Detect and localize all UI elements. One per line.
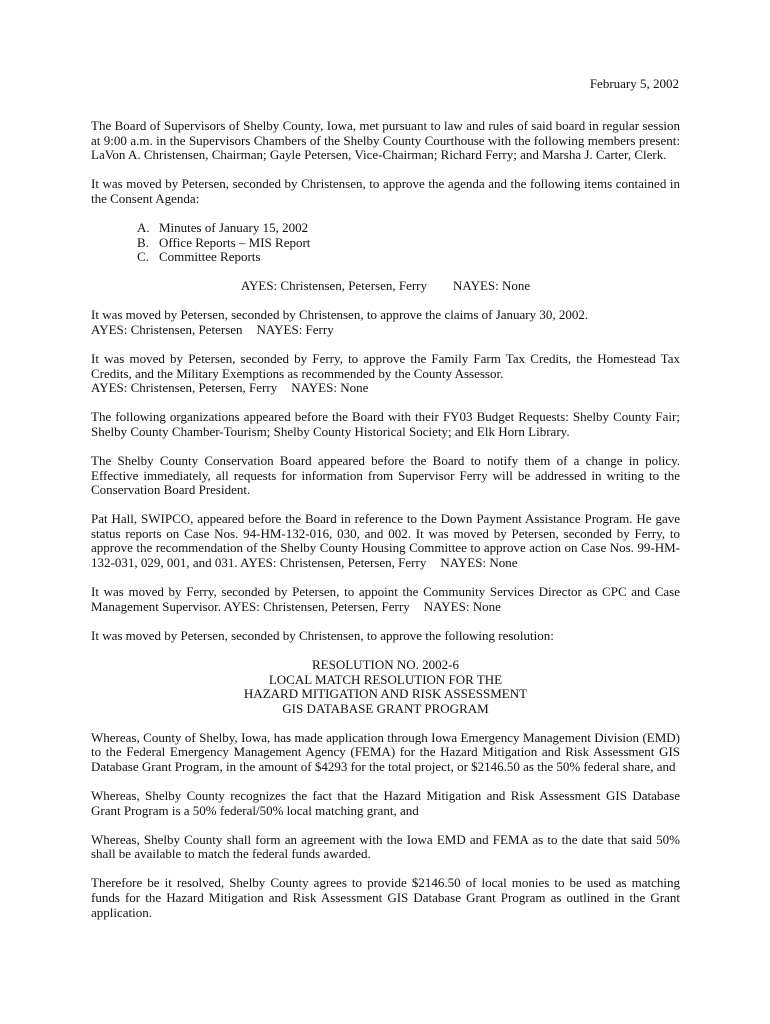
swipco-paragraph xyxy=(91,512,680,570)
vote-ayes: AYES: Christensen, Petersen xyxy=(91,321,243,337)
list-text: Committee Reports xyxy=(159,249,261,265)
resolution-title-line: GIS DATABASE GRANT PROGRAM xyxy=(282,700,489,716)
whereas-paragraph: Whereas, Shelby County recognizes the fact that the Hazard Mitigation and Risk Assessment GIS Database Grant Program is a 50% federal/50% local matching grant, and xyxy=(91,788,680,818)
resolved-paragraph: Therefore be it resolved, Shelby County agrees to provide $2146.50 of local monies to be used as matching funds for the Hazard Mitigation and Risk Assessment GIS Database Grant Program as outlined in the Grant application. xyxy=(91,875,680,920)
credits-paragraph xyxy=(91,352,680,396)
intro-paragraph: The Board of Supervisors of Shelby County, Iowa, met pursuant to law and rules of said board in regular session at 9:00 a.m. in the Supervisors Chambers of the Shelby County Courthouse with the following members present: LaVon A. Christensen, Chairman; Gayle Petersen, Vice-Chairman; Richard Ferry; and Marsha J. Carter, Clerk. xyxy=(91,118,680,163)
claims-paragraph xyxy=(91,308,680,337)
cpc-paragraph xyxy=(91,585,680,614)
minutes-body xyxy=(91,119,680,935)
list-marker: B. xyxy=(137,234,149,250)
list-marker: A. xyxy=(137,219,150,235)
vote-ayes: AYES: Christensen, Petersen, Ferry xyxy=(240,278,428,294)
resolution-title-line: HAZARD MITIGATION AND RISK ASSESSMENT xyxy=(243,686,528,702)
swipco-text: Pat Hall, SWIPCO, appeared before the Board in reference to the Down Payment Assistance Program. He gave status reports on Case Nos. 94-HM-132-016, 030, and 002. It was moved by Petersen, seconded by Ferry, to approve the recommendation of the Shelby County Housing Committee to approve action on Case Nos. 99-HM-132-031, 029, 001, and 031. AYES: Christensen, Petersen, Ferry xyxy=(91,511,680,571)
conservation-paragraph: The Shelby County Conservation Board appeared before the Board to notify them of a change in policy. Effective immediately, all requests for information from Supervisor Ferry will be addressed in writing to the Conservation Board President. xyxy=(91,453,680,498)
list-marker: C. xyxy=(137,249,149,265)
vote-nayes: NAYES: None xyxy=(423,598,501,614)
vote-nayes: NAYES: None xyxy=(440,555,518,571)
vote-nayes: NAYES: None xyxy=(291,380,369,396)
consent-agenda-list xyxy=(91,221,680,265)
resolution-motion-paragraph: It was moved by Petersen, seconded by Christensen, to approve the following resolution: xyxy=(91,627,554,643)
list-item xyxy=(137,250,680,265)
budget-paragraph: The following organizations appeared before the Board with their FY03 Budget Requests: Shelby County Fair; Shelby County Chamber-Tourism; Shelby County Historical Society; and Elk Horn Library. xyxy=(91,409,680,439)
resolution-number: RESOLUTION NO. 2002-6 xyxy=(312,656,459,672)
resolution-heading xyxy=(91,658,680,716)
vote-ayes: AYES: Christensen, Petersen, Ferry xyxy=(91,380,278,396)
list-item xyxy=(137,221,680,236)
agenda-paragraph: It was moved by Petersen, seconded by Christensen, to approve the agenda and the following items contained in the Consent Agenda: xyxy=(91,176,680,206)
resolution-title-line: LOCAL MATCH RESOLUTION FOR THE xyxy=(268,671,503,687)
list-text: Minutes of January 15, 2002 xyxy=(159,219,309,235)
credits-text: It was moved by Petersen, seconded by Ferry, to approve the Family Farm Tax Credits, the Homestead Tax Credits, and the Military Exemptions as recommended by the County Assessor. xyxy=(91,351,680,381)
whereas-paragraph: Whereas, County of Shelby, Iowa, has made application through Iowa Emergency Management Division (EMD) to the Federal Emergency Management Agency (FEMA) for the Hazard Mitigation and Risk Assessment GIS Database Grant Program, in the amount of $4293 for the total project, or $2146.50 as the 50% federal share, and xyxy=(91,729,680,774)
vote-nayes: NAYES: Ferry xyxy=(256,321,334,337)
claims-text: It was moved by Petersen, seconded by Christensen, to approve the claims of January 30, 2002. xyxy=(91,307,589,323)
whereas-paragraph: Whereas, Shelby County shall form an agreement with the Iowa EMD and FEMA as to the date that said 50% shall be available to match the federal funds awarded. xyxy=(91,831,680,862)
agenda-vote xyxy=(91,279,680,294)
list-text: Office Reports – MIS Report xyxy=(159,234,311,250)
vote-nayes: NAYES: None xyxy=(453,278,531,294)
list-item xyxy=(137,236,680,251)
cpc-text: It was moved by Ferry, seconded by Petersen, to appoint the Community Services Director as CPC and Case Management Supervisor. AYES: Christensen, Petersen, Ferry xyxy=(91,584,680,614)
document-date: February 5, 2002 xyxy=(589,76,679,91)
